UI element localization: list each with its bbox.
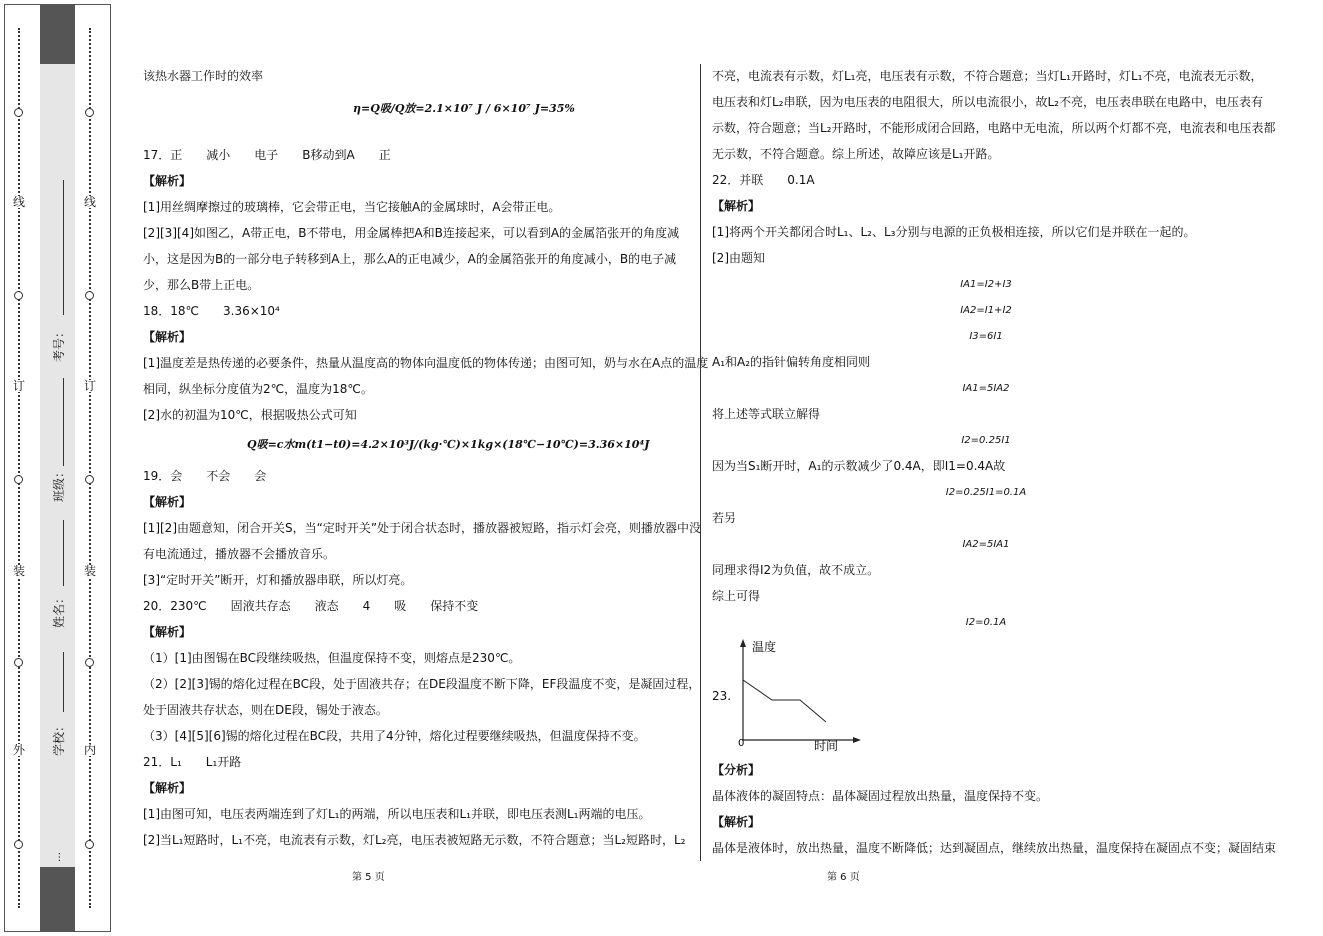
equation: I3=6I1 (969, 331, 1003, 342)
gutter-ellipsis: … (52, 852, 63, 862)
outer-hole (14, 475, 23, 484)
analysis-heading: 【解析】 (143, 330, 192, 344)
equation: IA2=I1+I2 (960, 305, 1012, 316)
outer-mark-zhuang: 装 (12, 564, 25, 578)
text-line: [1]温度差是热传递的必要条件，热量从温度高的物体向温度低的物体传递；由图可知，奶与水在A点的温度 (143, 356, 709, 370)
text-line: 不亮，电流表有示数，灯L₁亮，电压表有示数，不符合题意；当灯L₁开路时，灯L₁不亮，电流表无示数， (712, 69, 1263, 83)
text-line: [1]用丝绸摩擦过的玻璃棒，它会带正电，当它接触A的金属球时，A会带正电。 (143, 200, 561, 214)
equation: IA2=5IA1 (962, 539, 1010, 550)
heat-formula: Q吸=c水m(t1−t0)=4.2×10³J/(kg·℃)×1kg×(18℃−10℃)=3.36×10⁴J (247, 438, 650, 451)
graph-origin-label: 0 (738, 738, 745, 749)
answer-17: 17．正 减小 电子 B移动到A 正 (143, 148, 391, 162)
inner-hole (85, 475, 94, 484)
answer-21: 21．L₁ L₁开路 (143, 755, 242, 769)
text-line: 晶体液体的凝固特点：晶体凝固过程放出热量，温度保持不变。 (712, 789, 1049, 803)
text-line: （3）[4][5][6]锡的熔化过程在BC段，共用了4分钟，熔化过程要继续吸热，但温度保持不变。 (143, 729, 646, 743)
y-axis-arrow-icon (740, 639, 746, 647)
page-5 (143, 0, 709, 936)
answer-22: 22．并联 0.1A (712, 173, 815, 187)
answer-20: 20．230℃ 固液共存态 液态 4 吸 保持不变 (143, 599, 479, 613)
inner-hole (85, 108, 94, 117)
analysis-heading: 【解析】 (143, 495, 192, 509)
page-number-6: 第 6 页 (827, 872, 860, 883)
text-line: [1]由图可知，电压表两端连到了灯L₁的两端，所以电压表和L₁并联，即电压表测L₁两端的电压。 (143, 807, 651, 821)
class-field[interactable] (63, 378, 64, 466)
analysis-heading: 【解析】 (712, 199, 761, 213)
text-line: [2]由题知 (712, 251, 765, 265)
analysis-heading: 【解析】 (143, 625, 192, 639)
page-6 (712, 0, 1277, 936)
gutter-dark-bottom (40, 867, 75, 932)
equation: IA1=5IA2 (962, 383, 1010, 394)
graph-y-label: 温度 (752, 640, 777, 654)
x-axis-arrow-icon (853, 737, 861, 743)
outer-hole (14, 108, 23, 117)
inner-mark-xian: 线 (83, 195, 96, 209)
text-line: 电压表和灯L₂串联，因为电压表的电阻很大，所以电流很小，故L₂不亮，电压表串联在电路中，电压表有 (712, 95, 1263, 109)
cooling-curve-sketch (730, 636, 870, 758)
binding-gutter (0, 0, 112, 936)
text-line: 少，那么B带上正电。 (143, 278, 260, 292)
gutter-dark-top (40, 4, 75, 64)
outer-mark-ding: 订 (12, 379, 25, 393)
text-line: （2）[2][3]锡的熔化过程在BC段，处于固液共存；在DE段温度不断下降，EF段温度不变，是凝固过程， (143, 677, 701, 691)
exam-number-label: 考号： (52, 325, 66, 362)
text-line: 无示数，不符合题意。综上所述，故障应该是L₁开路。 (712, 147, 1000, 161)
class-label: 班级： (52, 465, 66, 502)
equation: I2=0.25I1=0.1A (945, 487, 1027, 498)
text-line: A₁和A₂的指针偏转角度相同则 (712, 355, 871, 369)
text-line: 处于固液共存状态，则在DE段，锡处于液态。 (143, 703, 388, 717)
school-field[interactable] (63, 652, 64, 712)
text-line: 因为当S₁断开时，A₁的示数减少了0.4A，即I1=0.4A故 (712, 459, 1006, 473)
inner-mark-ding: 订 (83, 379, 96, 393)
question-23-number: 23. (712, 689, 732, 703)
inner-hole (85, 658, 94, 667)
text-line: [3]“定时开关”断开，灯和播放器串联，所以灯亮。 (143, 573, 413, 587)
name-label: 姓名： (52, 591, 66, 628)
text-line: [1][2]由题意知，闭合开关S，当“定时开关”处于闭合状态时，播放器被短路，指示灯会亮，则播放器中没 (143, 521, 702, 535)
text-line: [2][3][4]如图乙，A带正电，B不带电，用金属棒把A和B连接起来，可以看到A的金属箔张开的角度减 (143, 226, 680, 240)
outer-hole (14, 840, 23, 849)
text-line: 有电流通过，播放器不会播放音乐。 (143, 547, 336, 561)
efficiency-formula: η=Q吸/Q放=2.1×10⁷ J / 6×10⁷ J=35% (353, 102, 575, 115)
text-line: 晶体是液体时，放出热量，温度不断降低；达到凝固点，继续放出热量，温度保持在凝固点不变；凝固结束 (712, 841, 1277, 855)
text-line: 小，这是因为B的一部分电子转移到A上，那么A的正电减少，A的金属箔张开的角度减小，B的电子减 (143, 252, 677, 266)
outer-mark-wai: 外 (12, 743, 25, 757)
outer-hole (14, 658, 23, 667)
analysis-heading: 【解析】 (143, 781, 192, 795)
analysis-heading: 【解析】 (712, 815, 761, 829)
graph-x-label: 时间 (814, 739, 839, 753)
outer-cut-line (18, 28, 20, 908)
text-line: 同理求得I2为负值，故不成立。 (712, 563, 880, 577)
answer-19: 19．会 不会 会 (143, 469, 267, 483)
inner-hole (85, 291, 94, 300)
school-label: 学校： (52, 719, 66, 756)
name-field[interactable] (63, 520, 64, 586)
text-line: （1）[1]由图锡在BC段继续吸热，但温度保持不变，则熔点是230℃。 (143, 651, 521, 665)
inner-mark-nei: 内 (83, 743, 96, 757)
inner-hole (85, 840, 94, 849)
equation: I2=0.1A (965, 617, 1007, 628)
cooling-curve-line (743, 680, 826, 722)
exam-number-field[interactable] (63, 180, 64, 315)
text-line: 综上可得 (712, 589, 761, 603)
inner-cut-line (89, 28, 91, 908)
analysis-heading: 【解析】 (143, 174, 192, 188)
analysis-heading: 【分析】 (712, 763, 761, 777)
page-number-5: 第 5 页 (352, 872, 385, 883)
text-line: [2]当L₁短路时，L₁不亮，电流表有示数，灯L₂亮，电压表被短路无示数，不符合题意；当L₂短路时，L₂ (143, 833, 686, 847)
equation: I2=0.25I1 (961, 435, 1011, 446)
text-line: 相同，纵坐标分度值为2℃，温度为18℃。 (143, 382, 373, 396)
text-line: 该热水器工作时的效率 (143, 69, 264, 83)
answer-18: 18．18℃ 3.36×10⁴ (143, 304, 280, 318)
text-line: [1]将两个开关都闭合时L₁、L₂、L₃分别与电源的正负极相连接，所以它们是并联在一起的。 (712, 225, 1196, 239)
text-line: 若另 (712, 511, 737, 525)
outer-mark-xian: 线 (12, 195, 25, 209)
page-divider (700, 64, 701, 861)
text-line: 将上述等式联立解得 (712, 407, 821, 421)
text-line: [2]水的初温为10℃，根据吸热公式可知 (143, 408, 357, 422)
outer-hole (14, 291, 23, 300)
text-line: 示数，符合题意；当L₂开路时，不能形成闭合回路，电路中无电流，所以两个灯都不亮，电流表和电压表都 (712, 121, 1276, 135)
inner-mark-zhuang: 装 (83, 564, 96, 578)
equation: IA1=I2+I3 (960, 279, 1012, 290)
